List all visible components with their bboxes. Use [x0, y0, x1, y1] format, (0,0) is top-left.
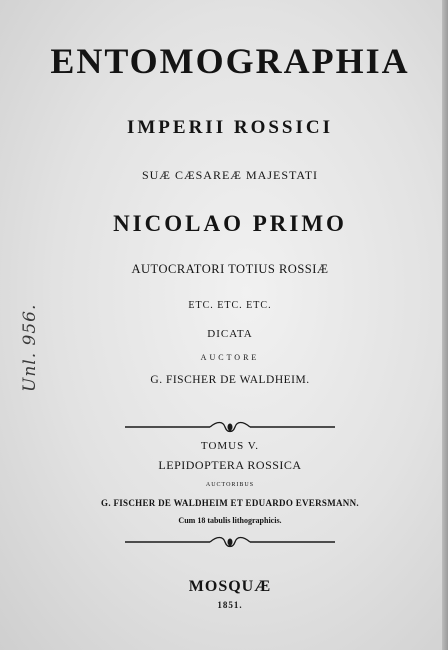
dedication-line: SUÆ CÆSAREÆ MAJESTATI	[141, 168, 319, 182]
imprint-place: MOSQUÆ	[188, 578, 272, 595]
volume-subject: LEPIDOPTERA ROSSICA	[158, 458, 302, 472]
etc-line: ETC. ETC. ETC.	[188, 300, 272, 311]
volume-authors: G. FISCHER DE WALDHEIM ET EDUARDO EVERSMANN.	[101, 498, 359, 508]
auctore-line: AUCTORE	[200, 353, 260, 362]
tome-number: TOMUS V.	[200, 440, 260, 452]
dedicatee-honorific: AUTOCRATORI TOTIUS ROSSIÆ	[131, 262, 329, 276]
author-line: G. FISCHER DE WALDHEIM.	[150, 374, 310, 386]
page-edge	[442, 0, 448, 650]
subtitle: IMPERII ROSSICI	[126, 117, 333, 138]
auctoribus-line: AUCTORIBUS	[205, 482, 255, 488]
ornamental-rule-bottom	[125, 535, 335, 549]
dedicatee-name: NICOLAO PRIMO	[113, 211, 347, 236]
dicata-line: DICATA	[207, 328, 253, 340]
imprint-year: 1851.	[217, 600, 243, 610]
main-title: ENTOMOGRAPHIA	[50, 41, 410, 81]
plates-note: Cum 18 tabulis lithographicis.	[178, 516, 282, 525]
handwritten-shelfmark: Unl. 956.	[20, 303, 40, 392]
ornamental-rule-top	[125, 420, 335, 434]
